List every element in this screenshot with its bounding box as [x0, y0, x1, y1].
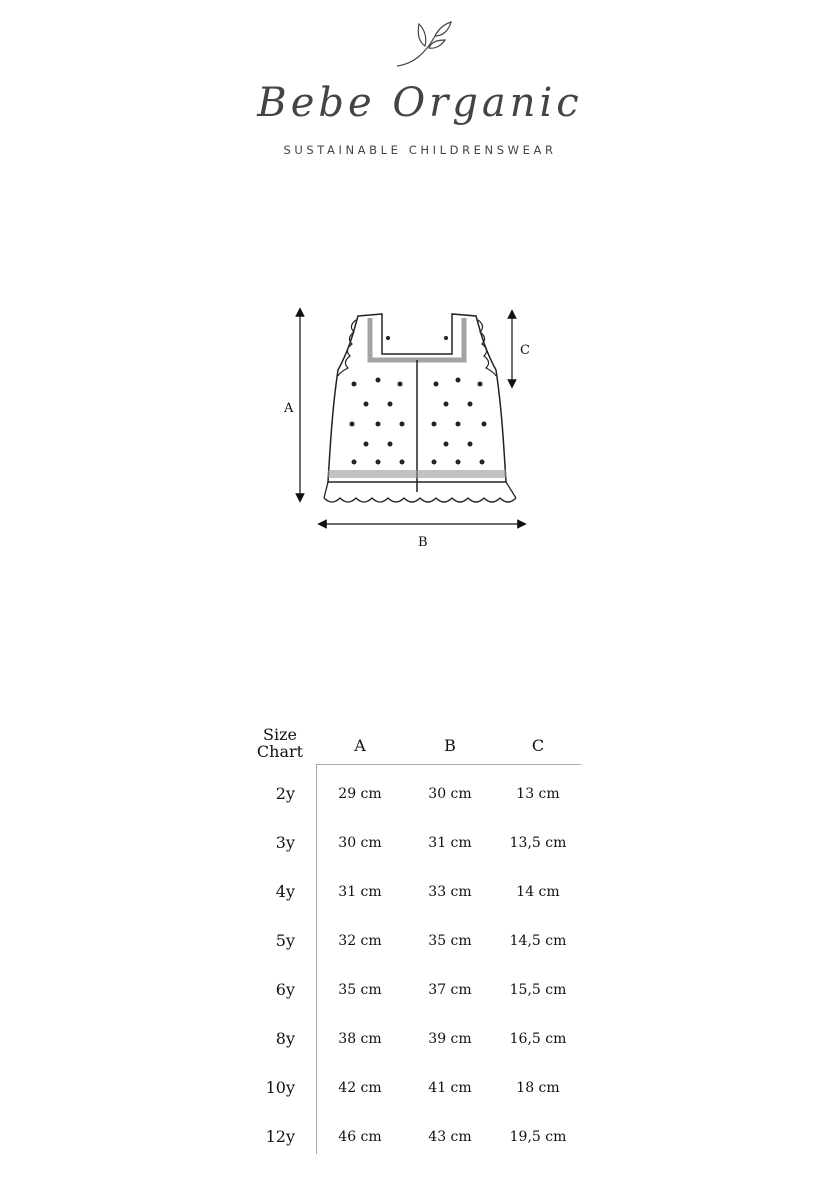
table-row	[240, 1029, 585, 1053]
cell-b: 39 cm	[428, 1031, 472, 1047]
garment-diagram	[270, 300, 560, 550]
cell-a: 46 cm	[338, 1129, 382, 1145]
column-header-b: B	[444, 736, 456, 755]
cell-b: 31 cm	[428, 835, 472, 851]
row-size-label: 2y	[275, 784, 295, 803]
table-row	[240, 1078, 585, 1102]
cell-a: 30 cm	[338, 835, 382, 851]
row-size-label: 8y	[275, 1029, 295, 1048]
table-row	[240, 784, 585, 808]
cell-c: 14 cm	[516, 884, 560, 900]
size-chart-header-line2: Chart	[256, 742, 304, 761]
cell-a: 38 cm	[338, 1031, 382, 1047]
row-size-label: 12y	[265, 1127, 295, 1146]
size-chart-table	[240, 722, 585, 1162]
cell-b: 43 cm	[428, 1129, 472, 1145]
brand-name: Bebe Organic	[257, 80, 583, 126]
cell-c: 16,5 cm	[509, 1031, 567, 1047]
table-row	[240, 833, 585, 857]
column-header-c: C	[531, 736, 545, 755]
cell-b: 30 cm	[428, 786, 472, 802]
cell-a: 32 cm	[338, 933, 382, 949]
cell-b: 41 cm	[428, 1080, 472, 1096]
cell-c: 18 cm	[516, 1080, 560, 1096]
cell-a: 35 cm	[338, 982, 382, 998]
table-header-divider	[316, 764, 581, 765]
cell-a: 42 cm	[338, 1080, 382, 1096]
cell-c: 13 cm	[516, 786, 560, 802]
cell-c: 19,5 cm	[509, 1129, 567, 1145]
cell-c: 13,5 cm	[509, 835, 567, 851]
column-header-a: A	[354, 736, 366, 755]
size-chart-header-line1: Size	[263, 725, 297, 744]
dimension-b-label: B	[418, 535, 428, 550]
row-size-label: 5y	[275, 931, 295, 950]
cell-b: 35 cm	[428, 933, 472, 949]
table-row	[240, 980, 585, 1004]
table-row	[240, 931, 585, 955]
size-chart-header	[240, 726, 320, 760]
cell-c: 14,5 cm	[509, 933, 567, 949]
cell-a: 31 cm	[338, 884, 382, 900]
brand-tagline: SUSTAINABLE CHILDRENSWEAR	[283, 143, 557, 157]
row-size-label: 10y	[265, 1078, 295, 1097]
cell-b: 37 cm	[428, 982, 472, 998]
row-size-label: 3y	[275, 833, 295, 852]
row-size-label: 6y	[275, 980, 295, 999]
cell-b: 33 cm	[428, 884, 472, 900]
row-size-label: 4y	[275, 882, 295, 901]
dimension-c-label: C	[520, 343, 530, 358]
table-row	[240, 882, 585, 906]
cell-a: 29 cm	[338, 786, 382, 802]
leaf-logo-icon	[395, 18, 455, 70]
dimension-a-label: A	[284, 401, 294, 416]
table-row	[240, 1127, 585, 1151]
cell-c: 15,5 cm	[509, 982, 567, 998]
